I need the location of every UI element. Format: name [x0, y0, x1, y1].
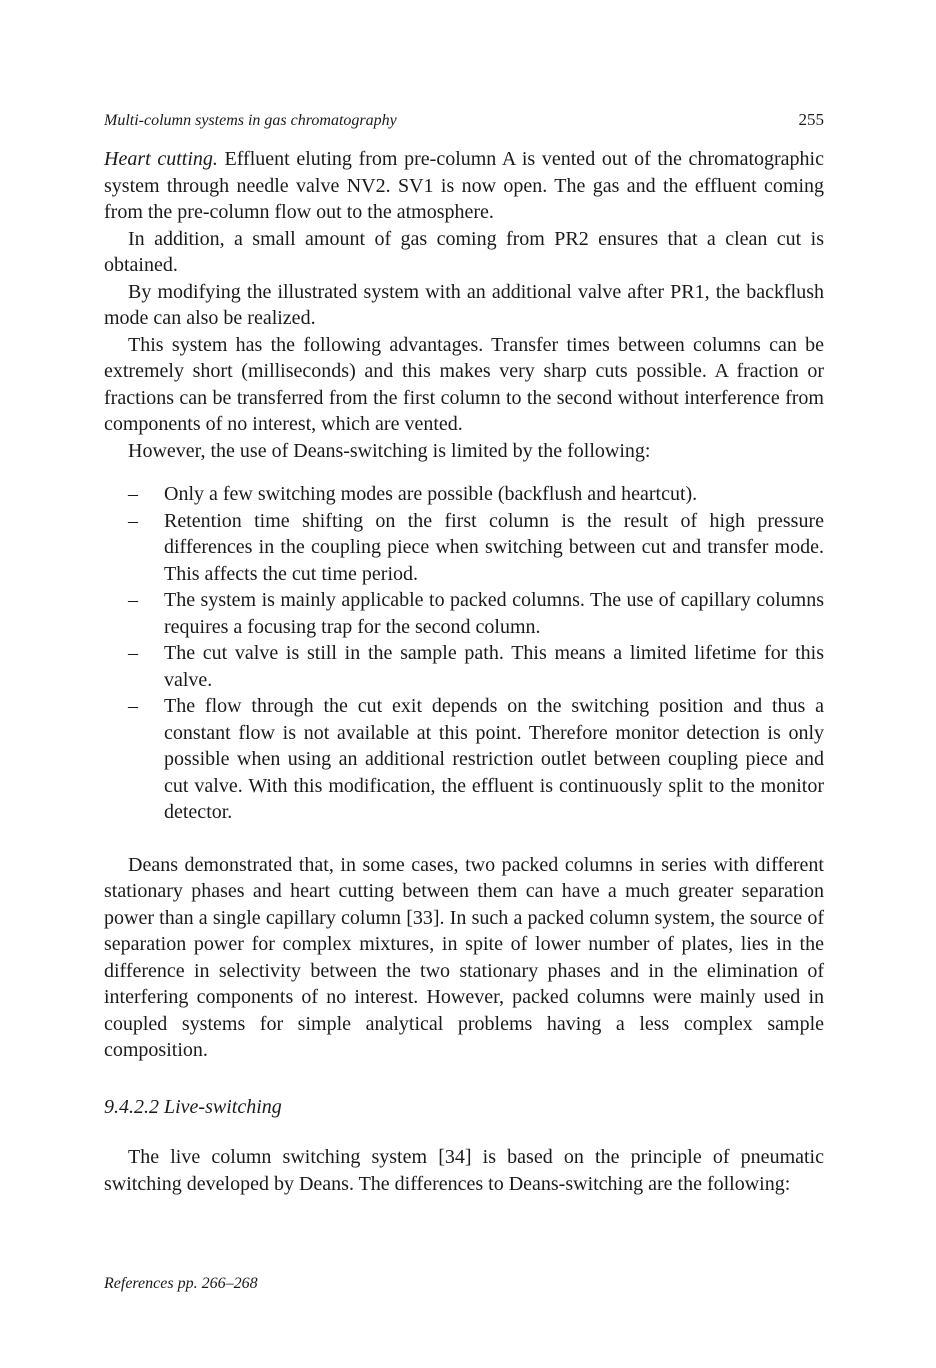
- paragraph-backflush: By modifying the illustrated system with an additional valve after PR1, the backflush mode can also be realized.: [104, 280, 824, 329]
- list-item: – Only a few switching modes are possible (backflush and heartcut).: [104, 481, 824, 508]
- list-dash: –: [128, 695, 138, 717]
- running-title: Multi-column systems in gas chromatography: [104, 112, 397, 129]
- list-item: – Retention time shifting on the first column is the result of high pressure differences in the coupling piece when switching between cut and transfer mode. This affects the cut time period.: [128, 509, 824, 585]
- paragraph-deans-demonstration: Deans demonstrated that, in some cases, two packed columns in series with different stationary phases and heart cutting between them can have a much greater separation power than a single capillary column [33]. In such a packed column system, the source of separation power for complex mixtures, in spite of lower number of plates, lies in the difference in selectivity between the two stationary phases and in the elimination of interfering components of no interest. However, packed columns were mainly used in coupled systems for simple analytical problems having a less complex sample composition.: [104, 853, 824, 1061]
- list-dash: –: [128, 589, 138, 611]
- running-head: [104, 110, 824, 130]
- run-in-heading: Heart cutting.: [104, 148, 218, 170]
- list-dash: –: [128, 642, 138, 664]
- list-item: – The cut valve is still in the sample path. This means a limited lifetime for this valve.: [128, 642, 824, 691]
- page-number: 255: [798, 110, 824, 129]
- subsection-heading: 9.4.2.2 Live-switching: [104, 1095, 282, 1118]
- list-dash: –: [128, 483, 138, 505]
- paragraph-advantages: This system has the following advantages. Transfer times between columns can be extremely short (milliseconds) and this makes very sharp cuts possible. A fraction or fractions can be transferred from the first column to the second without interference from components of no interest, which are vented.: [104, 333, 824, 435]
- footer-references: References pp. 266–268: [104, 1275, 258, 1292]
- paragraph-clean-cut: In addition, a small amount of gas coming from PR2 ensures that a clean cut is obtained.: [104, 227, 824, 276]
- paragraph-live-switching: The live column switching system [34] is based on the principle of pneumatic switching developed by Deans. The differences to Deans-switching are the following:: [104, 1146, 824, 1195]
- limitations-list: [104, 481, 824, 826]
- page-content: [104, 110, 824, 1197]
- list-item: – The system is mainly applicable to packed columns. The use of capillary columns requires a focusing trap for the second column.: [128, 589, 824, 638]
- paragraph-heart-cutting: [104, 146, 824, 226]
- list-item: – The flow through the cut exit depends on the switching position and thus a constant flow is not available at this point. Therefore monitor detection is only possible when using an additional restriction outlet between coupling piece and cut valve. With this modification, the effluent is continuously split to the monitor detector.: [128, 695, 824, 823]
- list-dash: –: [128, 509, 138, 532]
- paragraph-text: Effluent eluting from pre-column A is vented out of the chromatographic system through needle valve NV2. SV1 is now open. The gas and the effluent coming from the pre-column flow out to the atmosphere.: [104, 148, 824, 223]
- paragraph-limitations-intro: However, the use of Deans-switching is limited by the following:: [128, 439, 651, 462]
